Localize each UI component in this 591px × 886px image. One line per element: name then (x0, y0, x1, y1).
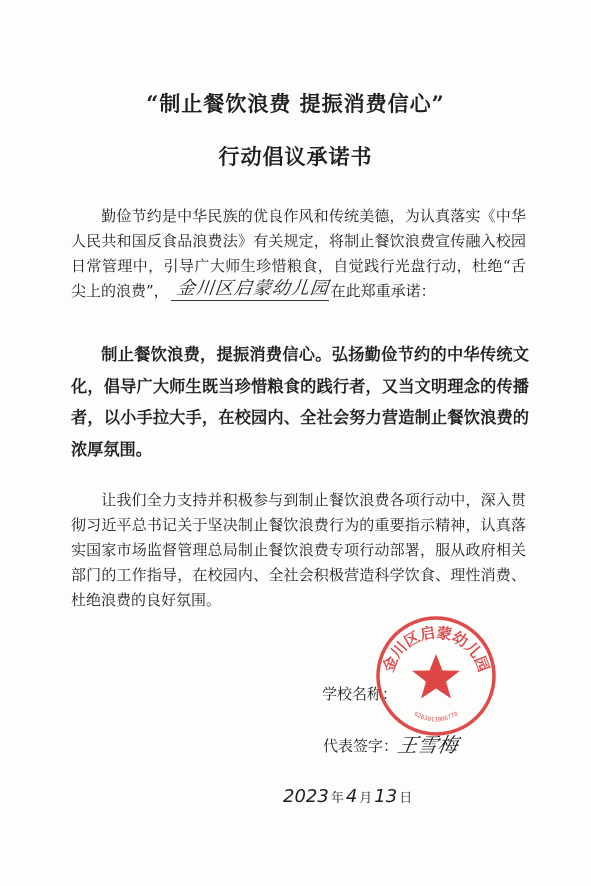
date (283, 786, 414, 807)
star-icon (412, 654, 460, 699)
paragraph-commitment (71, 339, 529, 465)
stamp-number-text (413, 710, 460, 723)
intro-text: 勤俭节约是中华民族的优良作风和传统美德，为认真落实《中华人民共和国反食品浪费法》有关规定，将制止餐饮浪费宣传融入校园日常管理中，引导广大师生珍惜粮食，自觉践行光盘行动，杜绝“舌尖上的浪费”， (71, 207, 526, 300)
representative-signature: 王雪梅 (395, 733, 460, 757)
intro-commitment: 在此郑重承诺： (330, 282, 436, 300)
date-day: 13 (374, 786, 398, 807)
paragraph-action (71, 488, 526, 613)
date-year-char: 年 (330, 791, 344, 806)
school-name-blank (171, 280, 329, 301)
title-line-2: 行动倡议承诺书 (218, 144, 373, 169)
paragraph-intro (71, 204, 526, 304)
date-month-char: 月 (359, 791, 373, 806)
action-text: 让我们全力支持并积极参与到制止餐饮浪费各项行动中，深入贯彻习近平总书记关于坚决制止餐饮浪费行为的重要指示精神，认真落实国家市场监督管理总局制止餐饮浪费专项行动部署，服从政府相关部门的工作指导，在校园内、全社会积极营造科学饮食、理性消费、杜绝浪费的良好氛围。 (71, 491, 526, 609)
official-seal-stamp (372, 612, 500, 740)
handwritten-school-name: 金川区启蒙幼儿园 (175, 278, 330, 299)
stamp-name-path: 金川区启蒙幼儿园 (379, 623, 493, 675)
title-line-1: “制止餐饮浪费 提振消费信心” (146, 91, 445, 116)
commitment-text: 制止餐饮浪费，提振消费信心。弘扬勤俭节约的中华传统文化，倡导广大师生既当珍惜粮食的践行者，又当文明理念的传播者，以小手拉大手，在校园内、全社会努力营造制止餐饮浪费的浓厚氛围。 (71, 345, 529, 459)
date-day-char: 日 (399, 791, 413, 806)
representative-label: 代表签字： (323, 737, 399, 755)
school-name-label: 学校名称： (322, 685, 398, 703)
stamp-number-path: 6203011006770 (412, 710, 460, 724)
date-month: 4 (345, 786, 358, 807)
date-year: 2023 (283, 786, 329, 807)
